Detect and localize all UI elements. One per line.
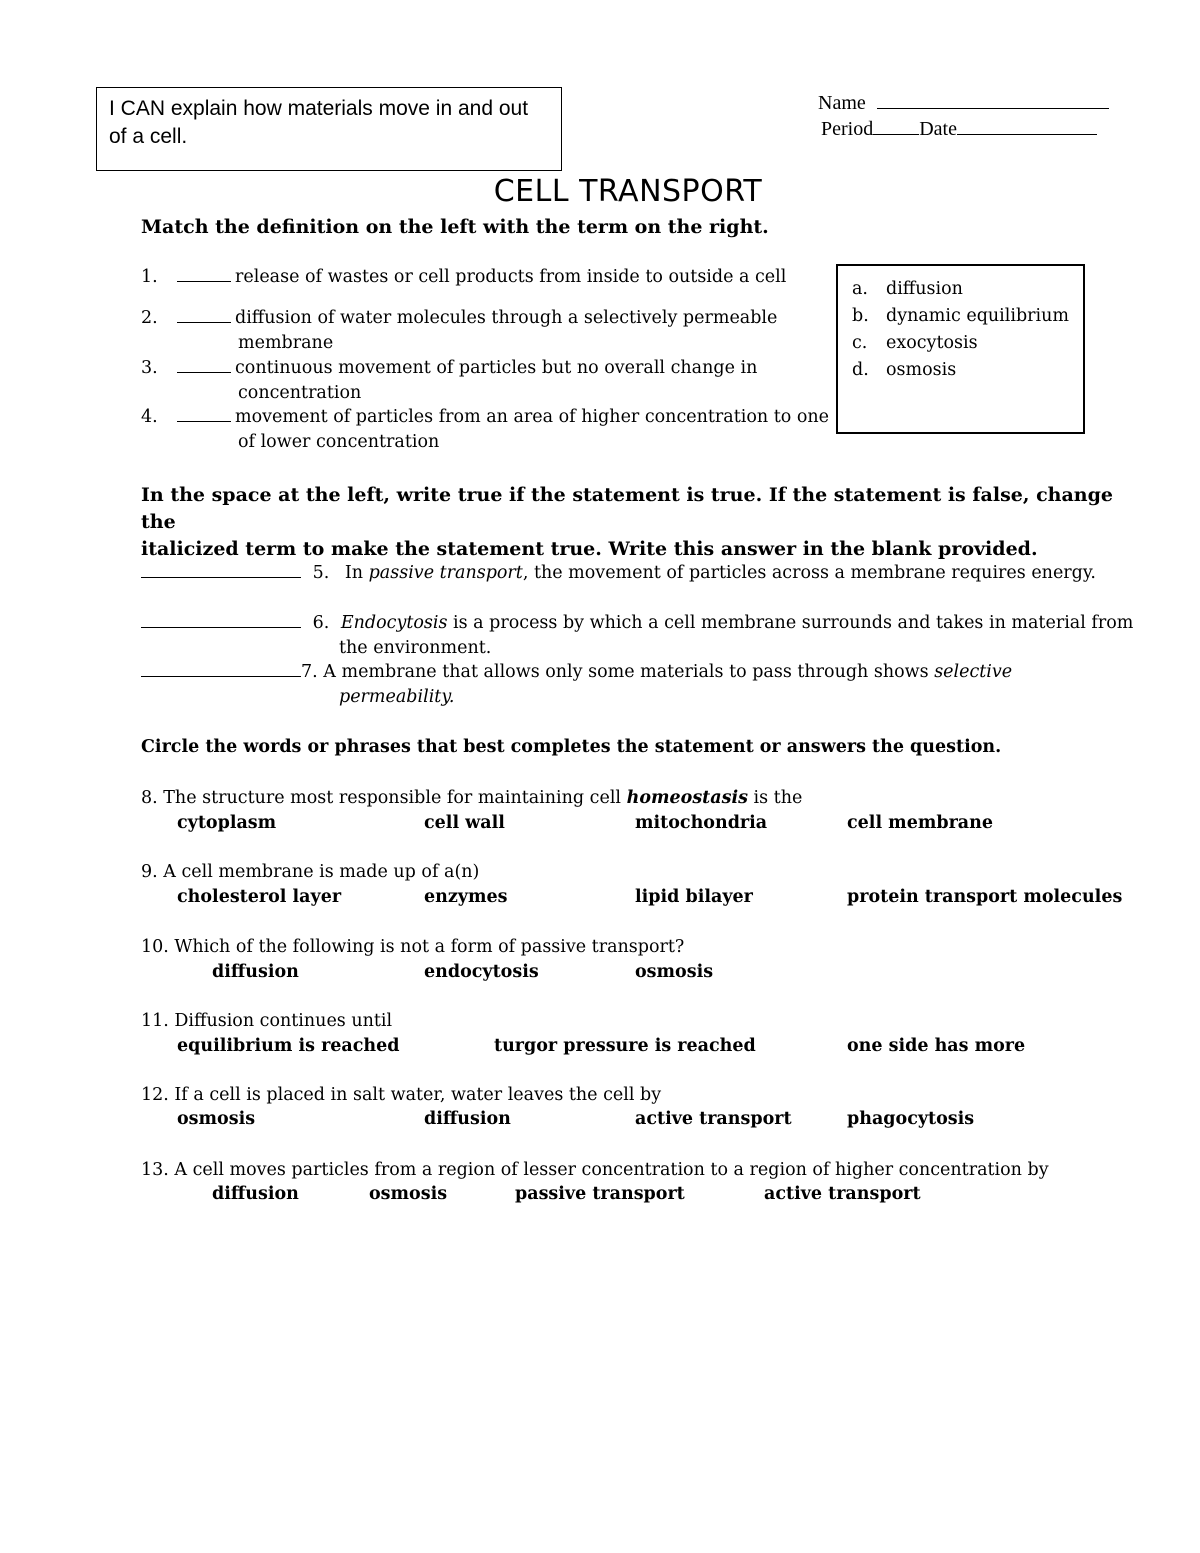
term-c: c. exocytosis — [852, 333, 978, 353]
match-blank-3[interactable] — [177, 356, 231, 373]
name-line — [818, 88, 1109, 114]
period-blank[interactable] — [873, 114, 919, 135]
date-blank[interactable] — [957, 114, 1097, 135]
tf-question-6: 6. Endocytosis is a process by which a cell membrane surrounds and takes in material from the environment. — [141, 611, 1141, 661]
q8-option-1[interactable]: cytoplasm — [177, 813, 277, 833]
q10-option-1[interactable]: diffusion — [212, 962, 299, 982]
term-a: a. diffusion — [852, 279, 963, 299]
q11-option-1[interactable]: equilibrium is reached — [177, 1036, 400, 1056]
mc-question-11: 11. Diffusion continues until — [141, 1011, 393, 1031]
q11-option-2[interactable]: turgor pressure is reached — [494, 1036, 756, 1056]
mc-question-12: 12. If a cell is placed in salt water, water leaves the cell by — [141, 1085, 662, 1105]
match-blank-1[interactable] — [177, 265, 231, 282]
mc-question-13: 13. A cell moves particles from a region of lesser concentration to a region of higher concentration by — [141, 1160, 1049, 1180]
term-bank-box — [836, 264, 1085, 434]
match-blank-2[interactable] — [177, 306, 231, 323]
tf-question-5: 5. In passive transport, the movement of particles across a membrane requires energy. — [141, 561, 1141, 586]
q12-option-2[interactable]: diffusion — [424, 1109, 511, 1129]
period-date-line — [821, 114, 1097, 140]
period-label: Period — [821, 118, 874, 140]
q12-option-3[interactable]: active transport — [635, 1109, 792, 1129]
ican-statement: I CAN explain how materials move in and out of a cell. — [109, 97, 529, 148]
q9-option-4[interactable]: protein transport molecules — [847, 887, 1123, 907]
mc-question-10: 10. Which of the following is not a form of passive transport? — [141, 937, 685, 957]
term-d: d. osmosis — [852, 360, 957, 380]
match-item-4: 4. movement of particles from an area of higher concentration to one of lower concentration — [141, 407, 830, 452]
q10-option-2[interactable]: endocytosis — [424, 962, 539, 982]
q13-option-1[interactable]: diffusion — [212, 1184, 299, 1204]
name-blank[interactable] — [877, 88, 1109, 109]
mc-instruction: Circle the words or phrases that best completes the statement or answers the question. — [141, 737, 1002, 757]
q13-option-3[interactable]: passive transport — [515, 1184, 685, 1204]
q9-option-3[interactable]: lipid bilayer — [635, 887, 753, 907]
match-item-3: 3. continuous movement of particles but no overall change in concentration — [141, 358, 758, 403]
ican-statement-box — [96, 87, 562, 171]
mc-question-8: 8. The structure most responsible for maintaining cell homeostasis is the — [141, 788, 803, 808]
q13-option-4[interactable]: active transport — [764, 1184, 921, 1204]
term-b: b. dynamic equilibrium — [852, 306, 1069, 326]
q10-option-3[interactable]: osmosis — [635, 962, 714, 982]
name-label: Name — [818, 92, 866, 114]
match-blank-4[interactable] — [177, 405, 231, 422]
true-false-instruction: In the space at the left, write true if the statement is true. If the statement is false, change the italicized term to make the statement true. Write this answer in the blank provided. — [141, 484, 1113, 560]
q8-option-4[interactable]: cell membrane — [847, 813, 993, 833]
mc-question-9: 9. A cell membrane is made up of a(n) — [141, 862, 480, 882]
tf-question-7: 7. A membrane that allows only some materials to pass through shows selective permeability. — [141, 660, 1141, 710]
q8-option-2[interactable]: cell wall — [424, 813, 505, 833]
q11-option-3[interactable]: one side has more — [847, 1036, 1026, 1056]
q13-option-2[interactable]: osmosis — [369, 1184, 448, 1204]
page-title: CELL TRANSPORT — [493, 174, 763, 209]
matching-instruction: Match the definition on the left with the term on the right. — [141, 216, 769, 238]
tf-blank-7[interactable] — [141, 660, 301, 677]
match-item-2: 2. diffusion of water molecules through a selectively permeable membrane — [141, 308, 778, 353]
q8-option-3[interactable]: mitochondria — [635, 813, 768, 833]
match-item-1: 1. release of wastes or cell products from inside to outside a cell — [141, 267, 787, 287]
date-label: Date — [919, 118, 957, 140]
q12-option-4[interactable]: phagocytosis — [847, 1109, 975, 1129]
tf-blank-6[interactable] — [141, 611, 301, 628]
q12-option-1[interactable]: osmosis — [177, 1109, 256, 1129]
q9-option-1[interactable]: cholesterol layer — [177, 887, 342, 907]
q9-option-2[interactable]: enzymes — [424, 887, 508, 907]
tf-blank-5[interactable] — [141, 561, 301, 578]
